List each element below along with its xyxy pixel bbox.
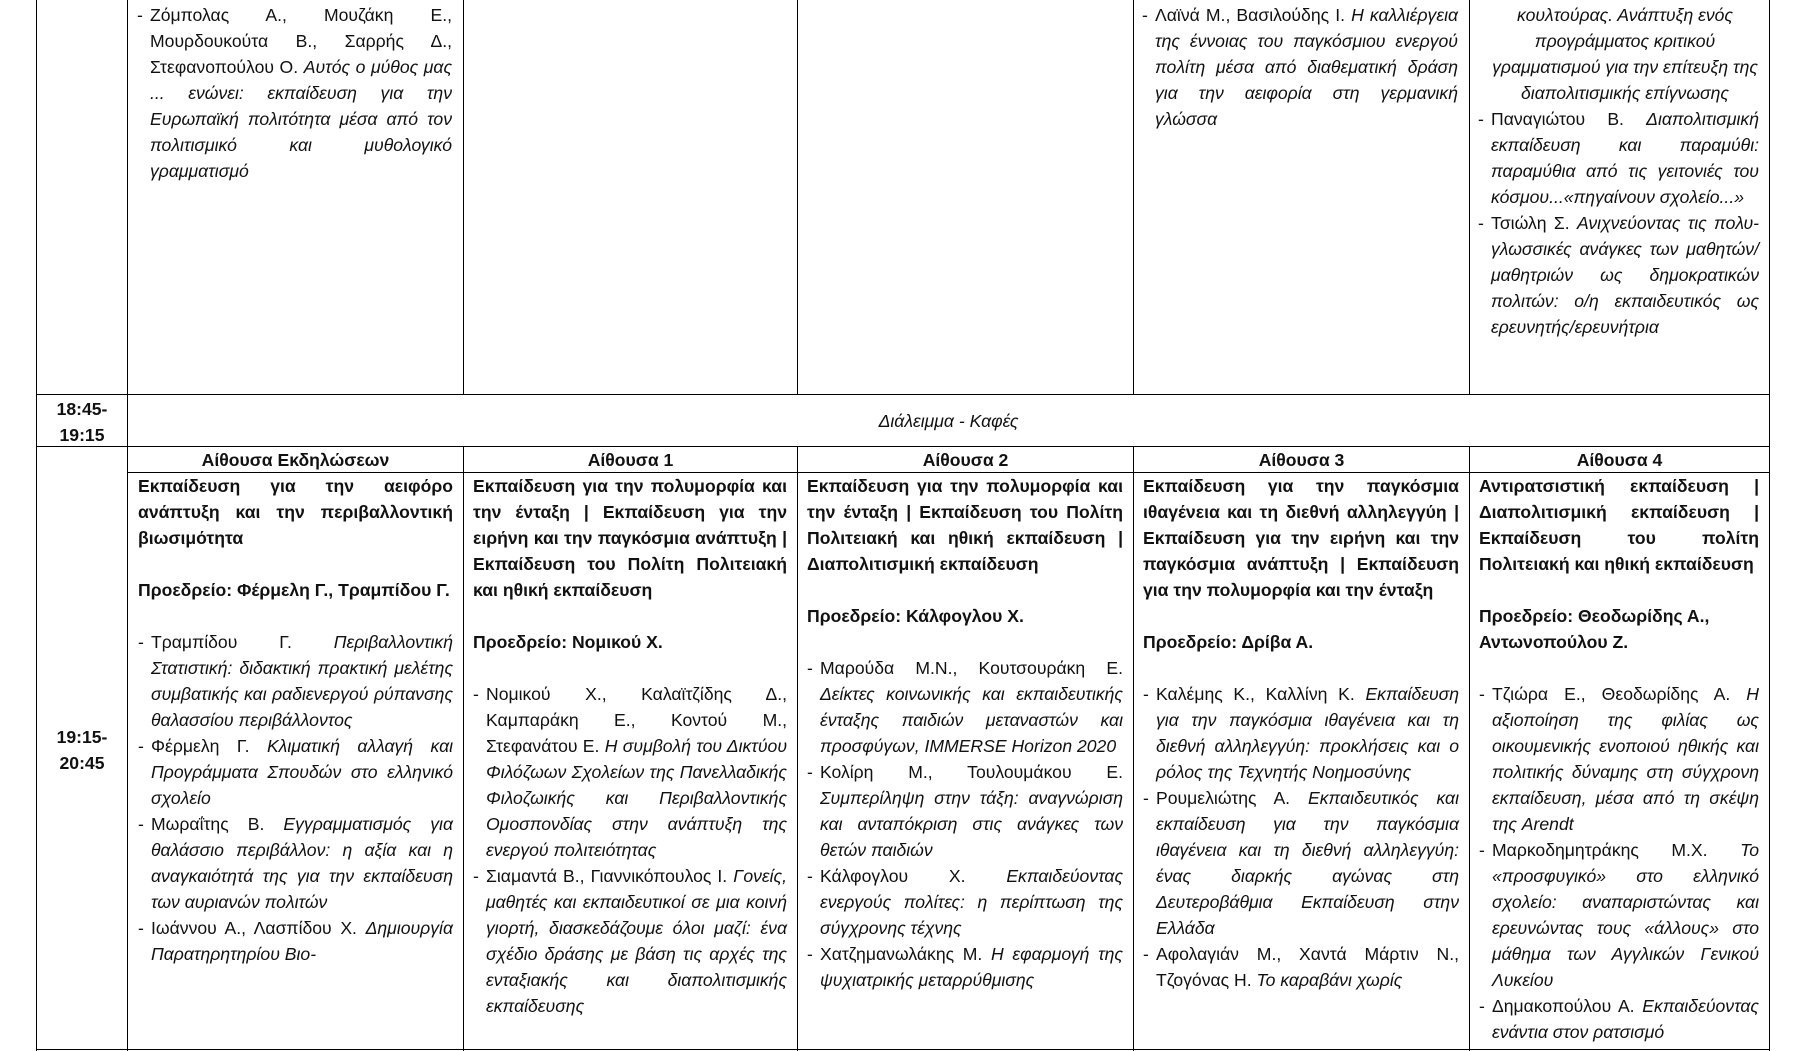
presentation-item: - Χατζημανωλάκης Μ. Η εφαρμογή της ψυχιατρικής μεταρρύθμισης <box>807 941 1123 993</box>
grid-line <box>36 0 37 1051</box>
presentation-item: - Ζόμπολας Α., Μουζάκη Ε., Μουρδουκούτα Β., Σαρρής Δ., Στεφανοπούλου Ο. Αυτός ο μύθος μας ... ενώνει: εκπαίδευση για την Ευρωπαϊκή πολιτότητα μέσα από τον πολιτισμικό και μυθολογικό γραμματισμό <box>137 2 452 184</box>
presentation-item: - Κολίρη Μ., Τουλουμάκου Ε. Συμπερίληψη στην τάξη: αναγνώριση και ανταπόκριση στις ανάγκες των θετών παιδιών <box>807 759 1123 863</box>
grid-line <box>127 0 128 1051</box>
room-header-events-hall: Αίθουσα Εκδηλώσεων <box>201 450 390 470</box>
continued-cell-events-hall <box>137 2 452 184</box>
time-slot-break <box>37 396 127 448</box>
room-header-room-2: Αίθουσα 2 <box>922 450 1009 470</box>
grid-line <box>797 0 798 395</box>
session-cell-room-2 <box>807 473 1123 993</box>
break-label: Διάλειμμα - Καφές <box>878 411 1019 431</box>
presentation-item: - Αφολαγιάν Μ., Χαντά Μάρτιν Ν., Τζογόνας Η. Το καραβάνι χωρίς <box>1143 941 1459 993</box>
session-cell-events-hall <box>138 473 453 967</box>
presentation-item: - Κάλφογλου Χ. Εκπαιδεύοντας ενεργούς πολίτες: η περίπτωση της σύγχρονης τέχνης <box>807 863 1123 941</box>
presentation-item: - Ρουμελιώτης Α. Εκπαιδευτικός και εκπαίδευση για την παγκόσμια ιθαγένεια και τη διεθνή αλληλεγγύη: ένας διαρκής αγώνας στη Δευτεροβάθμια Εκπαίδευση στην Ελλάδα <box>1143 785 1459 941</box>
presentation-item: - Νομικού Χ., Καλαϊτζίδης Δ., Καμπαράκη Ε., Κοντού Μ., Στεφανάτου Ε. Η συμβολή του Δικτύου Φιλόζωων Σχολείων της Πανελλαδικής Φιλοζωικής και Περιβαλλοντικής Ομοσπονδίας στην ανάπτυξη της ενεργού πολιτειότητας <box>473 681 787 863</box>
session-cell-room-4 <box>1479 473 1759 1045</box>
grid-line <box>797 446 798 1051</box>
presentation-item: - Μωραΐτης Β. Εγγραμματισμός για θαλάσσιο περιβάλλον: η αξία και η αναγκαιότητά της για την εκπαίδευση των αυριανών πολιτών <box>138 811 453 915</box>
presentation-item: - Φέρμελη Γ. Κλιματική αλλαγή και Προγράμματα Σπουδών στο ελληνικό σχολείο <box>138 733 453 811</box>
session-theme: Εκπαίδευση για την πολυμορφία και την ένταξη | Εκπαίδευση του Πολίτη Πολιτειακή και ηθική εκπαίδευση | Διαπολιτισμική εκπαίδευση <box>807 476 1123 574</box>
session-theme: Αντιρατσιστική εκπαίδευση | Διαπολιτισμική εκπαίδευση | Εκπαίδευση του πολίτη Πολιτειακή και ηθική εκπαίδευση <box>1479 476 1759 574</box>
presentation-item: - Τσιώλη Σ. Ανιχνεύοντας τις πολυ-γλωσσικές ανάγκες των μαθητών/μαθητριών ως δημοκρατικών πολιτών: ο/η εκπαιδευτικός ως ερευνητής/ερευνήτρια <box>1478 210 1759 340</box>
presentation-item: - Παναγιώτου Β. Διαπολιτισμική εκπαίδευση και παραμύθι: παραμύθια από τις γειτονιές του κόσμου...«πηγαίνουν σχολείο...» <box>1478 106 1759 210</box>
continued-title-fragment: κουλτούρας. Ανάπτυξη ενός προγράμματος κριτικού γραμματισμού για την επίτευξη της διαπολιτισμικής επίγνωσης <box>1492 5 1758 103</box>
grid-line <box>36 394 1770 395</box>
time-slot-session <box>37 724 127 776</box>
presentation-item: - Ιωάννου Α., Λασπίδου Χ. Δημιουργία Παρατηρητηρίου Βιο- <box>138 915 453 967</box>
presentation-item: - Τζιώρα Ε., Θεοδωρίδης Α. Η αξιοποίηση της φιλίας ως οικουμενικής ενοποιού ηθικής και πολιτικής δύναμης στη σύγχρονη εκπαίδευση, μέσα από τη σκέψη της Arendt <box>1479 681 1759 837</box>
presentation-item: - Καλέμης Κ., Καλλίνη Κ. Εκπαίδευση για την παγκόσμια ιθαγένεια και τη διεθνή αλληλεγγύη: προκλήσεις και ο ρόλος της Τεχνητής Νοημοσύνης <box>1143 681 1459 785</box>
presentation-item: - Δημακοπούλου Α. Εκπαιδεύοντας ενάντια στον ρατσισμό <box>1479 993 1759 1045</box>
time-start: 18:45- <box>56 399 108 419</box>
time-end: 19:15 <box>59 425 105 445</box>
continued-cell-room-4 <box>1478 2 1759 340</box>
session-theme: Εκπαίδευση για την πολυμορφία και την ένταξη | Εκπαίδευση για την ειρήνη και την παγκόσμια ανάπτυξη | Εκπαίδευση του Πολίτη Πολιτειακή και ηθική εκπαίδευση <box>473 476 787 600</box>
presentation-item: - Λαϊνά Μ., Βασιλούδης Ι. Η καλλιέργεια της έννοιας του παγκόσμιου ενεργού πολίτη μέσα από διαθεματική δράση για την αειφορία στη γερμανική γλώσσα <box>1142 2 1458 132</box>
time-start: 19:15- <box>56 727 108 747</box>
session-chair: Προεδρείο: Νομικού Χ. <box>473 632 663 652</box>
grid-line <box>1769 0 1770 1051</box>
presentation-item: - Τραμπίδου Γ. Περιβαλλοντική Στατιστική: διδακτική πρακτική μελέτης συμβατικής και ραδιενεργού ρύπανσης θαλασσίου περιβάλλοντος <box>138 629 453 733</box>
session-cell-room-3 <box>1143 473 1459 993</box>
session-chair: Προεδρείο: Δρίβα Α. <box>1143 632 1314 652</box>
room-header-room-1: Αίθουσα 1 <box>587 450 674 470</box>
grid-line <box>1469 0 1470 395</box>
presentation-item: - Μαρούδα Μ.Ν., Κουτσουράκη Ε. Δείκτες κοινωνικής και εκπαιδευτικής ένταξης παιδιών μεταναστών και προσφύγων, IMMERSE Horizon 2020 <box>807 655 1123 759</box>
grid-line <box>1133 0 1134 395</box>
room-header-room-4: Αίθουσα 4 <box>1576 450 1663 470</box>
presentation-item: - Σιαμαντά Β., Γιαννικόπουλος Ι. Γονείς, μαθητές και εκπαιδευτικοί σε μια κοινή γιορτή, διασκεδάζουμε όλοι μαζί: ένα σχέδιο δράσης με βάση τις αρχές της ενταξιακής και διαπολιτισμικής εκπαίδευσης <box>473 863 787 1019</box>
session-theme: Εκπαίδευση για την παγκόσμια ιθαγένεια και τη διεθνή αλληλεγγύη | Εκπαίδευση για την ειρήνη και την παγκόσμια ανάπτυξη | Εκπαίδευση για την πολυμορφία και την ένταξη <box>1143 476 1459 600</box>
grid-line <box>1469 446 1470 1051</box>
session-chair: Προεδρείο: Θεοδωρίδης Α., Αντωνοπούλου Ζ. <box>1479 606 1710 652</box>
session-cell-room-1 <box>473 473 787 1019</box>
session-theme: Εκπαίδευση για την αειφόρο ανάπτυξη και την περιβαλλοντική βιωσιμότητα <box>138 476 453 548</box>
grid-line <box>463 446 464 1051</box>
grid-line <box>463 0 464 395</box>
grid-line <box>36 1049 1770 1050</box>
time-end: 20:45 <box>59 753 105 773</box>
session-chair: Προεδρείο: Φέρμελη Γ., Τραμπίδου Γ. <box>138 580 450 600</box>
presentation-item: - Μαρκοδημητράκης Μ.Χ. Το «προσφυγικό» στο ελληνικό σχολείο: αναπαριστώντας και ερευνώντας τους «άλλους» στο μάθημα των Αγγλικών Γενικού Λυκείου <box>1479 837 1759 993</box>
continued-cell-room-3 <box>1142 2 1458 132</box>
room-header-room-3: Αίθουσα 3 <box>1258 450 1345 470</box>
grid-line <box>1133 446 1134 1051</box>
session-chair: Προεδρείο: Κάλφογλου Χ. <box>807 606 1024 626</box>
